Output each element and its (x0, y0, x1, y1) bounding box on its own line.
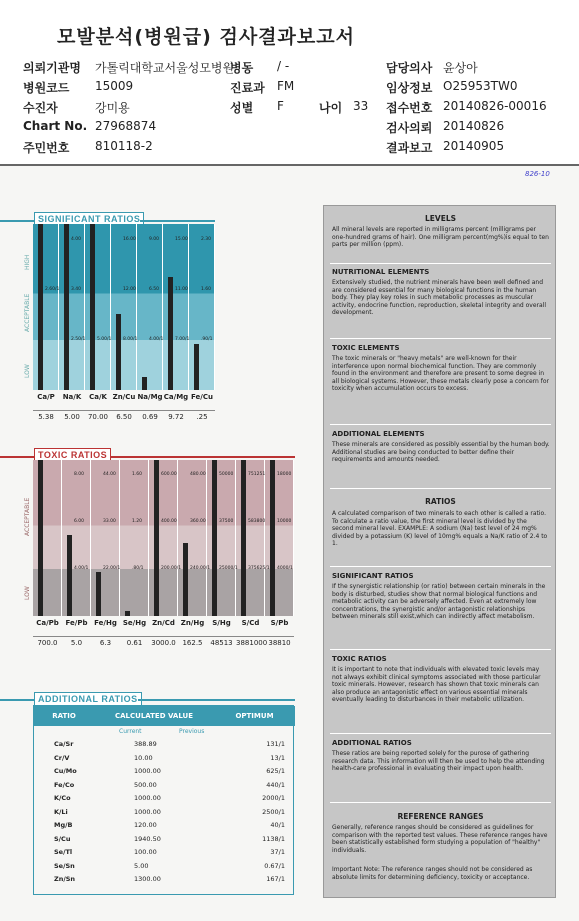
bar-fe-hg (96, 572, 101, 616)
value-label: 3881000 (236, 636, 265, 647)
optimum-cell: 2000/1 (262, 794, 285, 802)
value-label: 5.0 (62, 636, 91, 647)
tick-label: 2.50/1 (71, 336, 86, 342)
category-label: Fe/Cu (191, 393, 213, 401)
section-rule (138, 699, 295, 701)
optimum-cell: 440/1 (266, 780, 285, 789)
tick-label: 7.00/1 (175, 336, 190, 342)
tick-label: 15.00 (175, 237, 188, 243)
divider (330, 649, 551, 650)
nutritional-heading: NUTRITIONAL ELEMENTS (332, 268, 430, 276)
chart-column (59, 224, 85, 390)
header-row-value: 33 (353, 99, 369, 113)
tick-label: 4.00/1 (149, 336, 164, 342)
toxic-ratios-chart (33, 460, 295, 662)
tick-label: 4000/1 (277, 566, 293, 572)
table-row (34, 848, 295, 860)
value-label: 700.0 (33, 636, 62, 647)
divider (330, 263, 551, 264)
reference-ranges-text: Generally, reference ranges should be considered as guidelines for comparison with the reported test values. These reference ranges have been statistically established form studying a population of "healthy" individuals. (332, 824, 548, 854)
col-header-ratio: RATIO (34, 706, 94, 726)
value-label: 9.72 (163, 410, 189, 421)
reference-ranges-note: Important Note: The reference ranges should not be considered as absolute limits for determining deficiency, toxicity or acceptance. (332, 866, 533, 881)
category-label: Zn/Hg (180, 619, 205, 627)
header-row-value: 가톨릭대학교서울성모병원 (95, 61, 235, 75)
additional-elements-text: These minerals are considered as possibly essential by the human body. Additional studies are being conducted to better define their requirements and amounts needed. (332, 441, 550, 464)
current-cell: 120.00 (134, 821, 157, 829)
levels-heading: LEVELS (424, 214, 456, 223)
table-row (34, 781, 295, 793)
report-header (0, 0, 579, 166)
header-row-value: O25953TW0 (443, 79, 518, 93)
ratio-cell: K/Li (54, 807, 68, 816)
value-label: 38810 (265, 636, 294, 647)
bar-na-mg (142, 377, 147, 390)
header-row-value: 20140905 (443, 139, 505, 153)
table-row (34, 875, 295, 887)
ratio-cell: Ca/Sr (54, 740, 74, 748)
section-rule (0, 220, 35, 222)
sub-header-previous: Previous (179, 728, 205, 735)
additional-elements-heading: ADDITIONAL ELEMENTS (332, 430, 425, 438)
tick-label: 480.00 (190, 472, 206, 478)
ratio-cell: Cu/Mo (54, 767, 77, 775)
value-label: .25 (189, 410, 215, 421)
divider (330, 338, 551, 339)
ratio-cell: Cr/V (54, 753, 70, 762)
section-rule (0, 699, 35, 701)
optimum-cell: 2500/1 (262, 807, 285, 816)
tick-label: 200.00/1 (161, 566, 182, 572)
header-row-label: 수진자 (23, 101, 58, 115)
optimum-cell: 13/1 (270, 753, 285, 762)
tick-label: 2.60/1 (45, 287, 60, 293)
header-row-value: 윤상아 (443, 61, 478, 75)
current-cell: 5.00 (134, 861, 149, 870)
header-row-label: 의뢰기관명 (23, 61, 81, 75)
header-row-label: 담당의사 (386, 61, 433, 75)
bar-na-k (64, 224, 69, 390)
optimum-cell: 1138/1 (262, 834, 285, 843)
header-row-label: 나이 (319, 101, 343, 115)
table-row (34, 754, 295, 766)
ratio-cell: Se/Sn (54, 861, 75, 870)
divider (330, 566, 551, 567)
tick-label: 18000 (277, 472, 292, 478)
optimum-cell: 40/1 (270, 821, 285, 829)
tick-label: 3.40 (71, 287, 82, 293)
category-label: S/Pb (270, 619, 289, 627)
bar-fe-cu (194, 344, 199, 390)
value-label: 70.00 (85, 410, 111, 421)
header-row-label: 주민번호 (23, 141, 70, 155)
bar-ca-k (90, 224, 95, 390)
tick-label: 9.00 (149, 237, 160, 243)
current-cell: 1000.00 (134, 807, 161, 816)
current-cell: 100.00 (134, 848, 157, 856)
chart-column (163, 224, 189, 390)
header-row-value: F (277, 99, 284, 113)
ratios-text: A calculated comparison of two minerals to each other is called a ratio. To calculate a ratio value, the first mineral level is divided by the second mineral level. EXAMPLE: A sodium (Na) test level of 24 mg% divided by a potassium (K) level of 10mg% equals a Na/K ratio of 2.4 to 1. (332, 510, 548, 548)
value-label: 5.38 (33, 410, 59, 421)
tick-label: 6.50 (149, 287, 160, 293)
significant-ratios-title: SIGNIFICANT RATIOS (34, 212, 144, 226)
header-row-label: 병동 (230, 61, 254, 75)
tick-label: 10000 (277, 519, 292, 525)
bar-zn-cd (154, 460, 159, 616)
header-row-label: 접수번호 (386, 101, 433, 115)
bar-zn-hg (183, 543, 188, 616)
ratio-cell: Fe/Co (54, 780, 75, 789)
axis-low: LOW (24, 364, 31, 378)
section-rule (140, 220, 215, 222)
reference-ranges-heading: REFERENCE RANGES (397, 812, 484, 821)
tick-label: 1.20 (132, 519, 143, 525)
divider (330, 733, 551, 734)
bar-ca-mg (168, 277, 173, 390)
ratio-cell: S/Cu (54, 834, 71, 843)
tick-label: 2.30 (201, 237, 212, 243)
col-header-optimum: OPTIMUM (214, 706, 295, 726)
tick-label: .90/1 (201, 336, 213, 342)
bar-se-hg (125, 611, 130, 616)
significant-ratios-heading: SIGNIFICANT RATIOS (332, 572, 414, 580)
axis-acceptable: ACCEPTABLE (24, 293, 31, 332)
header-row-value: 20140826 (443, 119, 505, 133)
optimum-cell: 0.67/1 (264, 861, 285, 870)
value-label: 162.5 (178, 636, 207, 647)
ratio-cell: Zn/Sn (54, 875, 76, 883)
additional-ratios-table (33, 705, 294, 895)
chart-column (111, 224, 137, 390)
category-label: Ca/K (89, 393, 107, 401)
category-label: Ca/Pb (36, 619, 59, 627)
table-row (34, 740, 295, 752)
header-row-value: 20140826-00016 (443, 99, 547, 113)
tick-label: 751251 (248, 472, 266, 478)
category-label: Zn/Cd (152, 619, 175, 627)
chart-column (120, 460, 149, 616)
current-cell: 388.89 (134, 740, 157, 748)
optimum-cell: 625/1 (266, 767, 285, 775)
section-rule (110, 456, 295, 458)
value-label: 3000.0 (149, 636, 178, 647)
header-row-value: 810118-2 (95, 139, 153, 153)
header-row-label: 병원코드 (23, 81, 70, 95)
tick-label: 22.00/1 (103, 566, 121, 572)
bar-fe-pb (67, 535, 72, 616)
optimum-cell: 167/1 (266, 875, 285, 883)
category-label: Ca/P (37, 393, 55, 401)
header-row-label: 검사의뢰 (386, 121, 433, 135)
tick-label: 375625/1 (248, 566, 270, 572)
current-cell: 1940.50 (134, 834, 161, 843)
category-label: Na/K (62, 393, 82, 401)
category-label: Ca/Mg (163, 393, 189, 401)
tick-label: 600.00 (161, 472, 177, 478)
ratios-heading: RATIOS (425, 497, 456, 506)
ratio-cell: Se/Tl (54, 848, 73, 856)
category-label: S/Hg (212, 619, 231, 627)
header-row-value: 15009 (95, 79, 134, 93)
category-label: Fe/Hg (94, 619, 117, 627)
tick-label: 33.00 (103, 519, 116, 525)
tick-label: 1.60 (201, 287, 212, 293)
explanation-panel (323, 205, 556, 898)
value-label: 0.69 (137, 410, 163, 421)
tick-label: 11.00 (175, 287, 188, 293)
toxic-ratios-heading: TOXIC RATIOS (332, 655, 387, 663)
tick-label: 44.00 (103, 472, 116, 478)
current-cell: 10.00 (134, 753, 153, 762)
value-label: 6.50 (111, 410, 137, 421)
additional-ratios-heading: ADDITIONAL RATIOS (332, 739, 412, 747)
category-label: Zn/Cu (112, 393, 136, 401)
table-row (34, 862, 295, 874)
divider (330, 488, 551, 489)
header-row-value: FM (277, 79, 295, 93)
ratio-cell: K/Co (54, 794, 71, 802)
additional-ratios-title: ADDITIONAL RATIOS (34, 692, 142, 706)
table-row (34, 835, 295, 847)
tick-label: 4.00 (71, 237, 82, 243)
category-label: S/Cd (241, 619, 260, 627)
chart-column (189, 224, 215, 390)
axis-high: HIGH (24, 254, 31, 270)
section-rule (0, 456, 35, 458)
bar-s-hg (212, 460, 217, 616)
tick-label: 37500 (219, 519, 234, 525)
tick-label: 8.00/1 (123, 336, 138, 342)
table-row (34, 767, 295, 779)
table-row (34, 794, 295, 806)
tick-label: .80/1 (132, 566, 144, 572)
tick-label: 1.60 (132, 472, 143, 478)
significant-ratios-text: If the synergistic relationship (or ratio) between certain minerals in the body is disturbed, studies show that normal biological functions and metabolic activity can be adversely affected. Even at extremely low concentrations, the synergistic and/or antagonistic relationships between minerals still exist,which can indirectly affect metabolism. (332, 583, 546, 621)
tick-label: 50000 (219, 472, 234, 478)
tick-label: 360.00 (190, 519, 206, 525)
current-cell: 1300.00 (134, 875, 161, 883)
toxic-elements-text: The toxic minerals or "heavy metals" are well-known for their interference upon normal biochemical function. They are commonly found in the environment and therefore are present to some degree in all biological systems. However, these metals clearly pose a concern for toxicity when accumulation occurs to excess. (332, 355, 549, 393)
header-row-value: / - (277, 59, 290, 73)
header-row-label: Chart No. (23, 119, 88, 133)
tick-label: 4.00/1 (74, 566, 89, 572)
current-cell: 500.00 (134, 780, 157, 789)
table-row (34, 808, 295, 820)
header-row-label: 결과보고 (386, 141, 433, 155)
levels-text: All mineral levels are reported in milligrams percent (milligrams per one-hundred grams of hair). One milligram percent(mg%)is equal to ten parts per million (ppm). (332, 226, 549, 249)
toxic-ratios-text: It is important to note that individuals with elevated toxic levels may not always exhibit clinical symptoms associated with those particular toxic minerals. However, research has shown that toxic minerals can also produce an antagonistic effect on various essential minerals eventually leading to disturbances in their metabolic utilization. (332, 666, 541, 704)
header-row-label: 성별 (230, 101, 254, 115)
ratio-cell: Mg/B (54, 821, 73, 829)
toxic-ratios-title: TOXIC RATIOS (34, 448, 111, 462)
tick-label: 6.00 (74, 519, 85, 525)
col-header-calculated: CALCULATED VALUE (94, 706, 214, 726)
report-title: 모발분석(병원급) 검사결과보고서 (57, 26, 355, 48)
value-label: 48513 (207, 636, 236, 647)
category-label: Fe/Pb (65, 619, 88, 627)
nutritional-text: Extensively studied, the nutrient minerals have been well defined and are considered essential for many biological functions in the human body. They play key roles in such metabolic processes as muscular activity, endocrine function, reproduction, skeletal integrity and overall development. (332, 279, 547, 317)
bar-zn-cu (116, 314, 121, 390)
bar-ca-p (38, 224, 43, 390)
header-row-label: 진료과 (230, 81, 265, 95)
value-label: 0.61 (120, 636, 149, 647)
table-row (34, 821, 295, 833)
header-row-value: 강미용 (95, 101, 130, 115)
header-row-label: 임상정보 (386, 81, 433, 95)
tick-label: 8.00 (74, 472, 85, 478)
tick-label: 25000/1 (219, 566, 238, 572)
category-label: Na/Mg (137, 393, 163, 401)
tick-label: 400.00 (161, 519, 177, 525)
toxic-elements-heading: TOXIC ELEMENTS (332, 344, 400, 352)
tick-label: 240.00/1 (190, 566, 211, 572)
tick-label: 583800 (248, 519, 266, 525)
bar-ca-pb (38, 460, 43, 616)
chart-column (137, 224, 163, 390)
handwritten-stamp: 826-10 (525, 170, 550, 178)
optimum-cell: 131/1 (266, 740, 285, 748)
axis-acceptable: ACCEPTABLE (24, 497, 31, 536)
tick-label: 5.00/1 (97, 336, 112, 342)
significant-ratios-chart (33, 224, 215, 446)
header-row-value: 27968874 (95, 119, 157, 133)
sub-header-current: Current (119, 728, 142, 735)
divider (330, 802, 551, 803)
bar-s-pb (270, 460, 275, 616)
current-cell: 1000.00 (134, 794, 161, 802)
value-label: 6.3 (91, 636, 120, 647)
current-cell: 1000.00 (134, 767, 161, 775)
value-label: 5.00 (59, 410, 85, 421)
bar-s-cd (241, 460, 246, 616)
category-label: Se/Hg (122, 619, 147, 627)
additional-ratios-text: These ratios are being reported solely for the purose of gathering research data. This information will then be used to help the attending health-care professional in evaluating their impact upon health. (332, 750, 545, 773)
divider (330, 424, 551, 425)
chart-column (33, 224, 59, 390)
tick-label: 16.00 (123, 237, 136, 243)
tick-label: 12.00 (123, 287, 136, 293)
chart-column (85, 224, 111, 390)
optimum-cell: 37/1 (270, 848, 285, 856)
axis-low: LOW (24, 586, 31, 600)
